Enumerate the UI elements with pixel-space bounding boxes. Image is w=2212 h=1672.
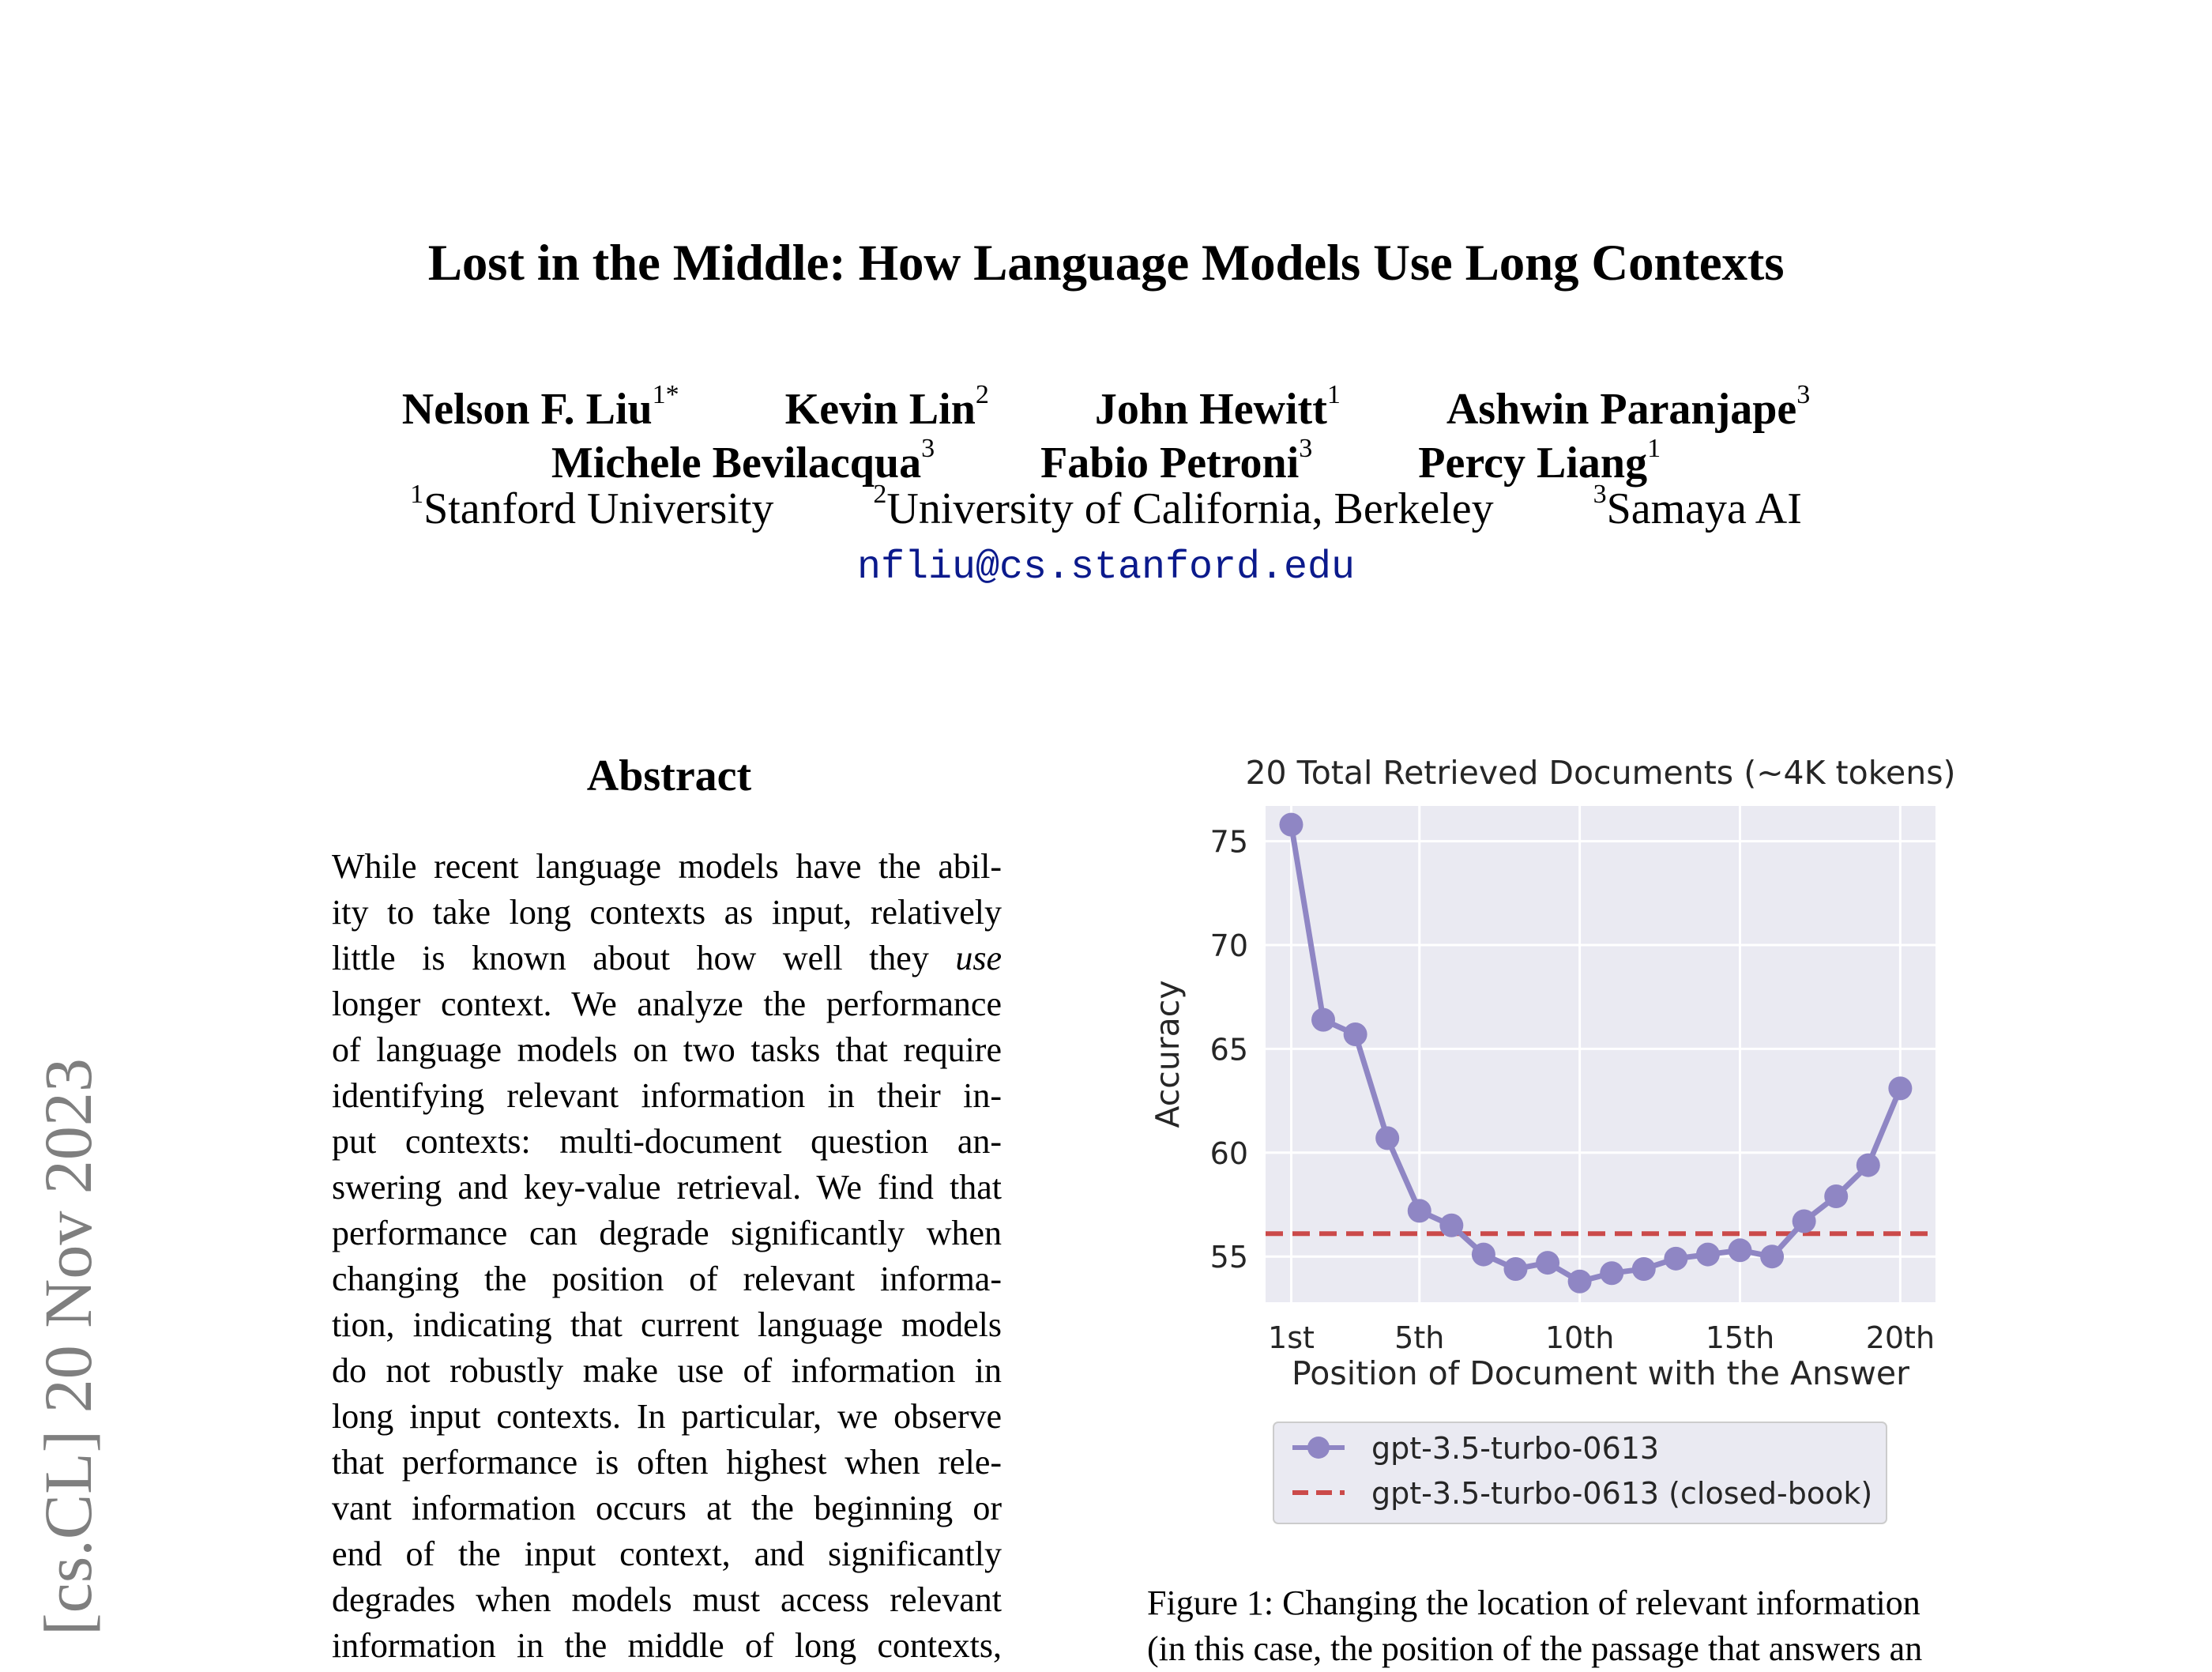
plot-area [1266,806,1936,1302]
abstract-line: While recent language models have the abil- [332,847,1002,886]
abstract-line: put contexts: multi-document question an- [332,1122,1002,1161]
x-tick-label: 1st [1268,1320,1315,1355]
data-point [1408,1199,1431,1222]
caption-line: (in this case, the position of the passage that answers an [1147,1629,1923,1668]
legend-label: gpt-3.5-turbo-0613 [1371,1431,1660,1466]
author-affil-mark: 1 [1326,380,1341,409]
data-point [1793,1210,1816,1233]
data-point [1279,813,1303,837]
abstract-line: tion, indicating that current language models [332,1305,1002,1344]
abstract-line: information in the middle of long contexts, [332,1626,1002,1665]
y-tick-label: 75 [1209,824,1248,860]
data-point [1888,1076,1912,1100]
affiliation [1593,480,1802,534]
affiliations [0,480,2212,534]
author [1040,434,1313,488]
abstract-line: vant information occurs at the beginning or [332,1489,1002,1527]
author-affil-mark: 1 [1647,434,1661,463]
author-name: Nelson F. Liu [401,385,653,434]
affil-mark: 3 [1593,480,1607,509]
y-tick-label: 55 [1209,1240,1248,1275]
accuracy-line-chart [1138,751,1991,1533]
abstract-line: longer context. We analyze the performance [332,985,1002,1023]
x-tick-label: 15th [1705,1320,1775,1355]
affil-mark: 2 [873,480,887,509]
data-point [1824,1184,1848,1208]
author-email-link[interactable]: nfliu@cs.stanford.edu [856,545,1356,590]
author [784,380,989,435]
caption-line: Figure 1: Changing the location of relevant information [1147,1584,1920,1622]
author-affil-mark: 3 [1796,380,1811,409]
data-point [1600,1261,1623,1285]
y-tick-label: 65 [1209,1032,1248,1068]
y-tick-label: 70 [1209,928,1248,964]
data-point [1856,1154,1880,1177]
abstract-line: that performance is often highest when rele- [332,1443,1002,1482]
y-tick-label: 60 [1209,1135,1248,1171]
affiliation [410,480,774,534]
legend-label: gpt-3.5-turbo-0613 (closed-book) [1371,1476,1873,1511]
authors-row-1 [0,380,2212,435]
legend-marker-swatch [1307,1437,1330,1459]
author-name: Ashwin Paranjape [1446,385,1797,434]
author-name: John Hewitt [1094,385,1327,434]
abstract-line: of language models on two tasks that require [332,1030,1002,1069]
abstract-line: swering and key-value retrieval. We find that [332,1168,1002,1207]
affil-name: University of California, Berkeley [886,484,1494,533]
author-name: Michele Bevilacqua [551,439,922,488]
figure-caption [1147,1580,1984,1668]
affil-name: Samaya AI [1606,484,1802,533]
y-axis-label: Accuracy [1149,980,1187,1128]
abstract-emphasis: use [955,939,1002,977]
x-tick-label: 10th [1544,1320,1615,1355]
author-name: Fabio Petroni [1040,439,1300,488]
affil-name: Stanford University [423,484,774,533]
data-point [1760,1245,1784,1268]
abstract-line: ity to take long contexts as input, relatively [332,893,1002,932]
arxiv-stamp: [cs.CL] 20 Nov 2023 [30,1058,106,1636]
author-affil-mark: 1* [652,380,679,409]
abstract-line: do not robustly make use of information in [332,1351,1002,1390]
abstract-line: degrades when models must access relevant [332,1580,1002,1619]
affil-mark: 1 [410,480,424,509]
abstract-line: long input contexts. In particular, we observe [332,1397,1002,1436]
abstract-line: little is known about how well they use [332,939,1002,977]
data-point [1536,1251,1559,1275]
x-tick-labels [1268,1320,1935,1355]
abstract-line: identifying relevant information in their in- [332,1076,1002,1115]
author-name: Kevin Lin [784,385,976,434]
y-tick-labels [1210,825,1248,1275]
abstract-heading: Abstract [586,751,752,800]
author [1418,434,1661,488]
data-point [1696,1243,1720,1267]
abstract-line: changing the position of relevant informa- [332,1260,1002,1298]
data-point [1503,1257,1527,1281]
data-point [1439,1214,1463,1237]
data-point [1664,1247,1687,1271]
author [1446,380,1811,435]
data-point [1311,1008,1335,1032]
author-affil-mark: 3 [1299,434,1313,463]
chart-legend [1273,1422,1887,1523]
chart-title: 20 Total Retrieved Documents (~4K tokens) [1245,754,1956,792]
data-point [1632,1257,1656,1281]
data-point [1472,1243,1495,1267]
authors-row-2 [0,434,2212,488]
author-name: Percy Liang [1418,439,1648,488]
author [401,380,679,435]
data-point [1728,1238,1751,1262]
data-point [1375,1126,1399,1150]
x-tick-label: 20th [1865,1320,1936,1355]
affiliation [873,480,1494,534]
author [1094,380,1341,435]
x-axis-label: Position of Document with the Answer [1291,1354,1910,1392]
abstract-line: performance can degrade significantly when [332,1214,1002,1252]
x-tick-label: 5th [1394,1320,1445,1355]
data-point [1568,1270,1592,1294]
paper-title: Lost in the Middle: How Language Models Use Long Contexts [427,235,1785,292]
abstract-line: end of the input context, and significantly [332,1535,1002,1573]
author-affil-mark: 3 [921,434,935,463]
author-affil-mark: 2 [975,380,989,409]
abstract-body [332,844,1002,1665]
data-point [1344,1022,1367,1046]
